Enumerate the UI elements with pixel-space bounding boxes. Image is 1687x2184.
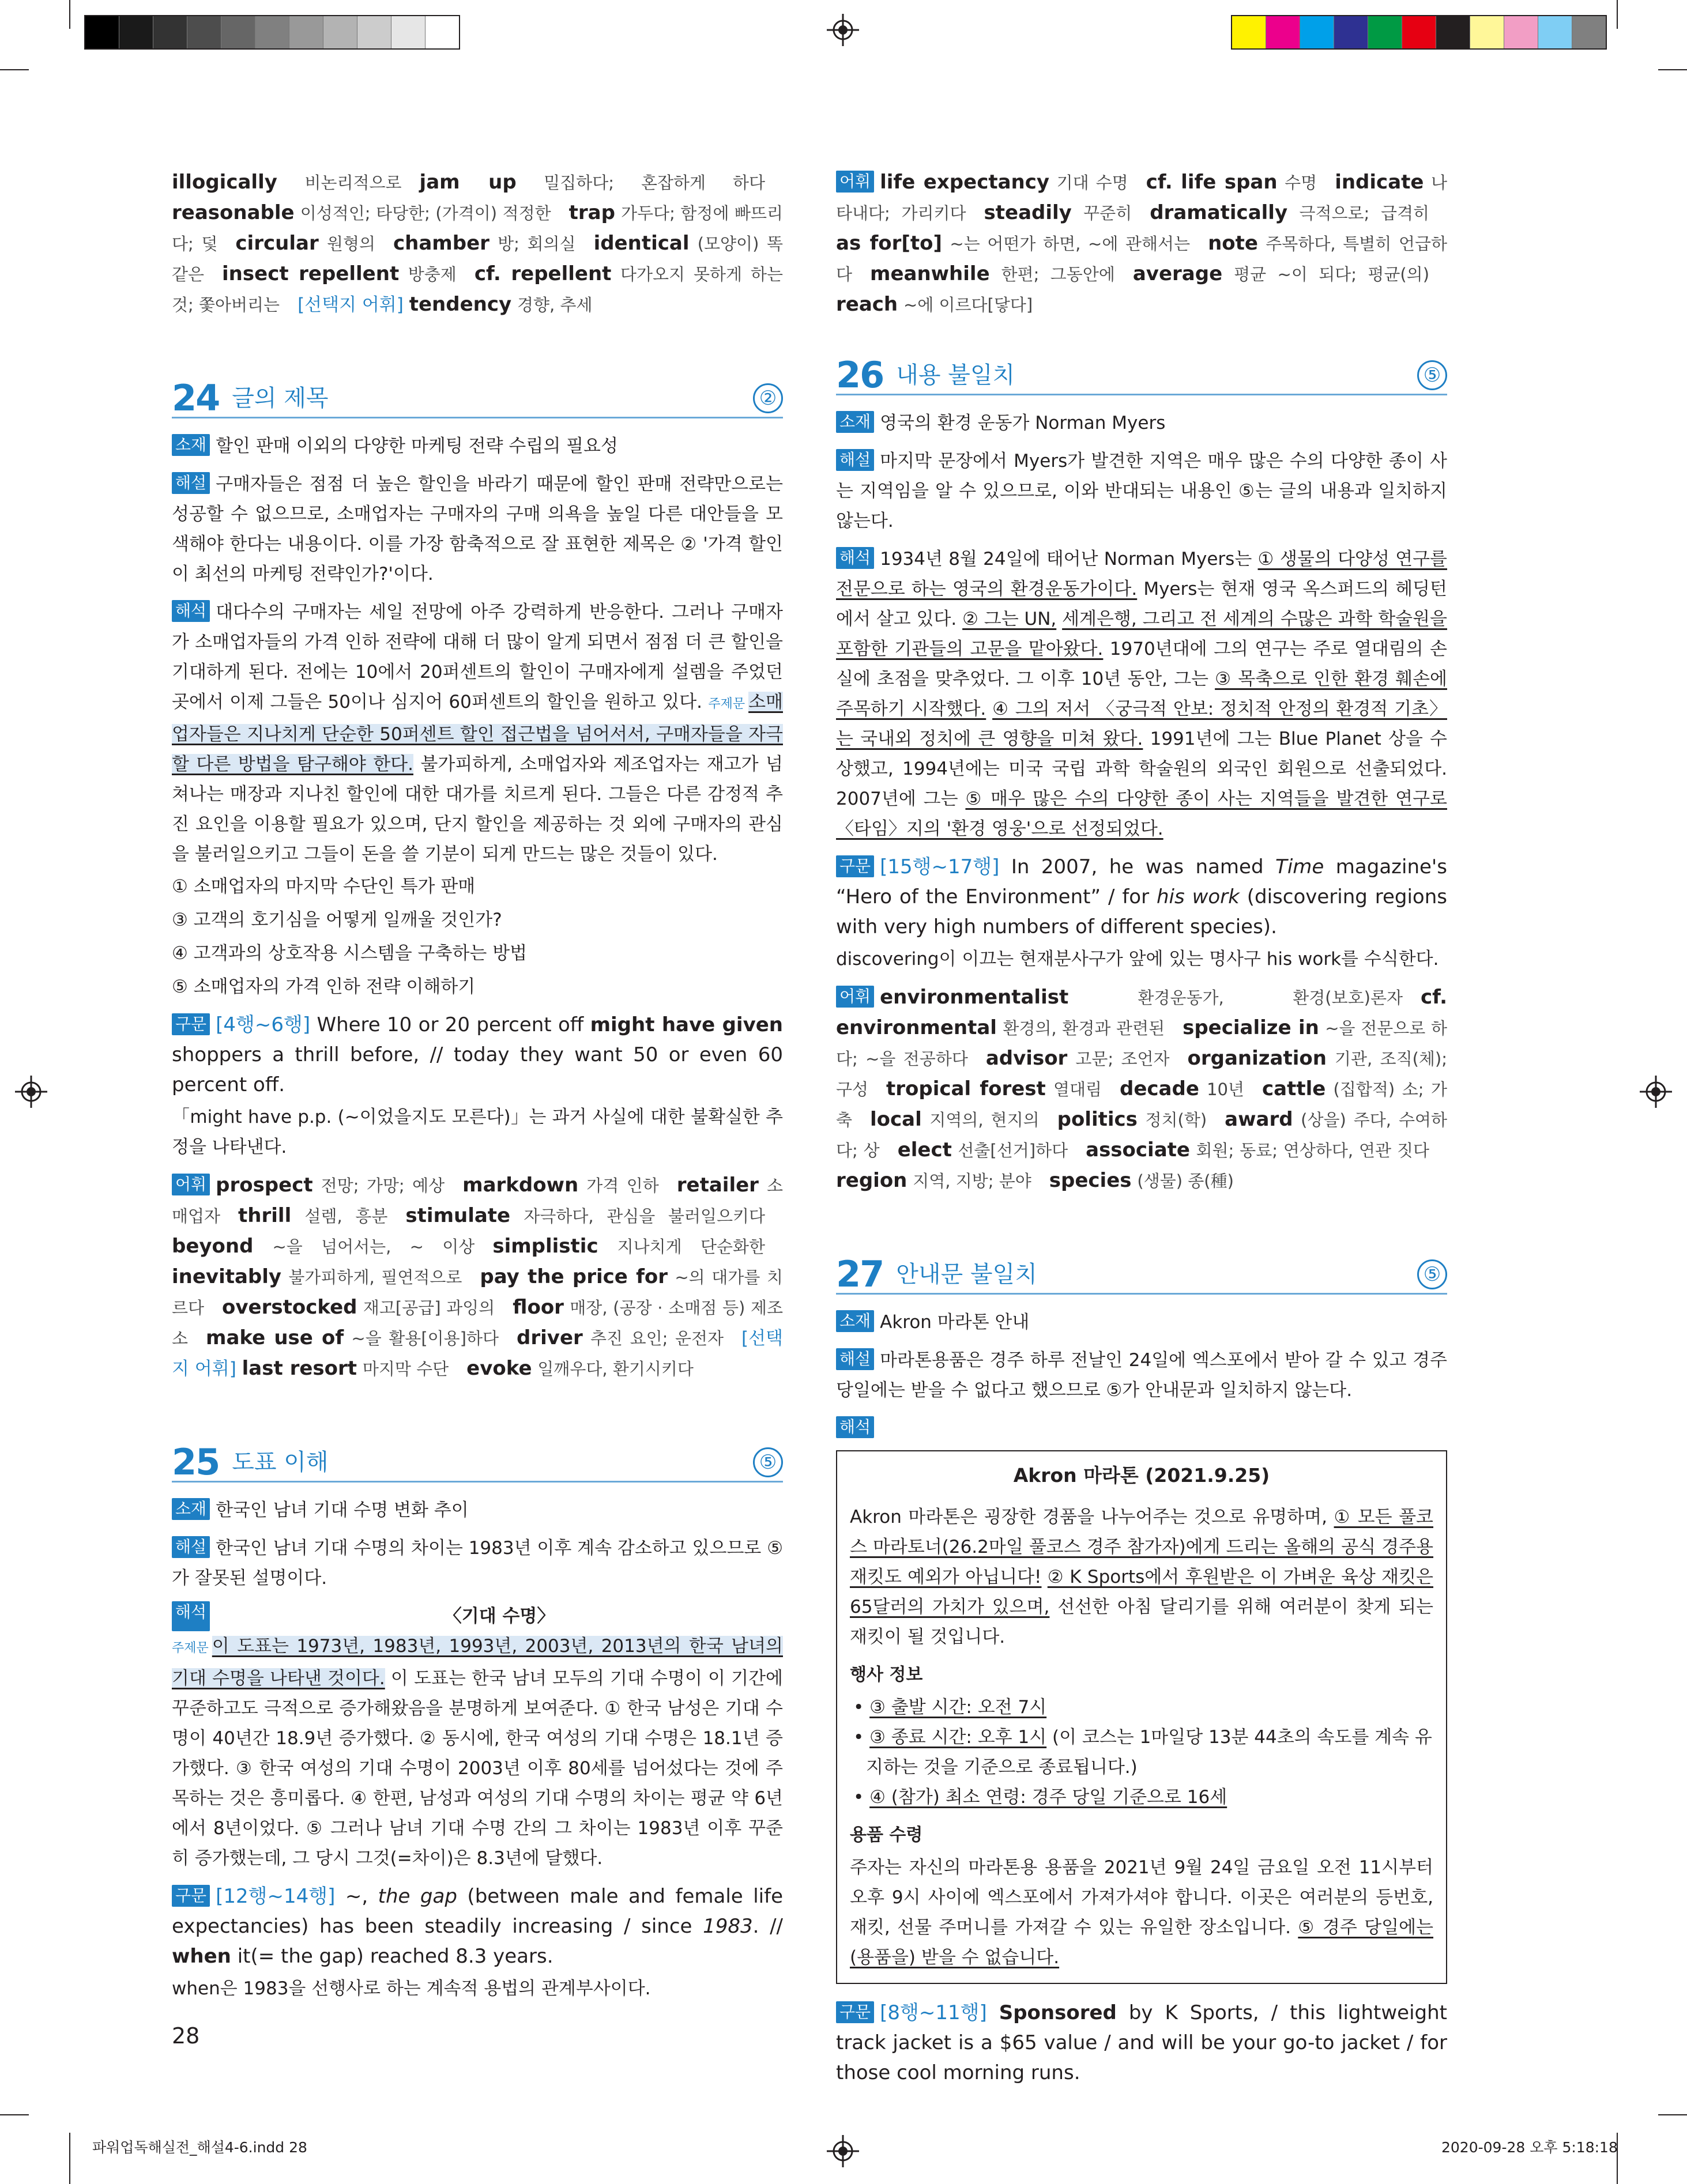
- grammar-focus: his work: [1156, 885, 1240, 908]
- underlined-statement: ① 생물의 다양성 연구를 전문으로 하는 영국의 환경운동가이다.: [836, 549, 1447, 599]
- color-swatch: [357, 16, 391, 48]
- topic-sentence: 소매업자들은 지나치게 단순한 50퍼센트 할인 접근법을 넘어서서, 구매자들을 자극할 다른 방법을 탐구해야 한다.: [172, 692, 783, 775]
- vocab-list-q25: [836, 167, 1447, 320]
- vocab-word: advisor: [985, 1047, 1068, 1070]
- vocab-gloss: (모양이) 똑같은: [172, 234, 783, 284]
- translation-text: 1934년 8월 24일에 태어난 Norman Myers는: [880, 549, 1252, 569]
- topic-text: 한국인 남녀 기대 수명 변화 추이: [216, 1500, 469, 1521]
- vocab-word: thrill: [238, 1204, 292, 1227]
- grammar-note: [172, 1010, 783, 1100]
- grammar-focus: the gap: [378, 1885, 457, 1908]
- vocab-gloss: 수명: [1285, 173, 1317, 193]
- grammar-sentence: (discovering regions with very high numbers of different species).: [836, 885, 1447, 938]
- vocab-gloss: 일깨우다, 환기시키다: [537, 1359, 694, 1379]
- question-number: 26: [836, 354, 884, 396]
- grammar-sentence: . //: [752, 1915, 783, 1938]
- topic-line: [172, 1495, 783, 1525]
- underlined-statement: 세계은행, 그리고 전 세계의 수많은 과학 학술원을 포함한 기관들의 고문을 맡아왔다.: [836, 609, 1447, 659]
- explanation: [836, 1345, 1447, 1405]
- vocab-word: specialize in: [1183, 1016, 1319, 1039]
- explanation-text: 한국인 남녀 기대 수명의 차이는 1983년 이후 계속 감소하고 있으므로 ⑤가 잘못된 설명이다.: [172, 1538, 783, 1589]
- color-swatch: [1368, 16, 1402, 48]
- answer-options: [172, 872, 783, 1002]
- vocab-gloss: 정치(학): [1145, 1110, 1207, 1130]
- grammar-explanation: when은 1983을 선행사로 하는 계속적 용법의 관계부사이다.: [172, 1978, 651, 1999]
- vocab-word: retailer: [676, 1174, 759, 1197]
- vocab-word: meanwhile: [870, 262, 990, 285]
- topic-text: Akron 마라톤 안내: [880, 1312, 1030, 1333]
- vocab-word: prospect: [216, 1174, 313, 1197]
- grammar-sentence: by K Sports, / this lightweight track jacket is a $65 value / and will be your go-to jacket / for those cool morning runs.: [836, 2001, 1448, 2084]
- color-swatch: [1572, 16, 1606, 48]
- vocab-gloss: 가두다; 함정에 빠뜨리다; 덫: [172, 203, 784, 254]
- question-type-title: 안내문 불일치: [896, 1261, 1037, 1288]
- translation-tag: 해석: [836, 1416, 874, 1438]
- translation-text: 이 도표는 한국 남녀 모두의 기대 수명이 이 기간에 꾸준하고도 극적으로 증가해왔음을 분명하게 보여준다. ① 한국 남성은 기대 수명이 40년간 18.9년 증가했다. ② 동시에, 한국 여성의 기대 수명은 18.1년 증가했다. ③ 한국 여성의 기대 수명이 2003년 이후 80세를 넘어섰다는 것에 주목하는 것은 흥미롭다. ④ 한편, 남성과 여성의 기대 수명의 차이는 평균 약 6년에서 8년이었다. ⑤ 그러나 남녀 기대 수명 간의 그 차이는 1983년 이후 꾸준히 증가했는데, 그 당시 그것(=차이)은 8.3년에 달했다.: [172, 1668, 783, 1869]
- vocab-list-q24: [172, 1170, 783, 1384]
- color-swatch: [1232, 16, 1266, 48]
- vocab-gloss: ~을 활용[이용]하다: [351, 1329, 499, 1348]
- crop-mark: [0, 69, 29, 70]
- grammar-sentence: Where 10 or 20 percent off: [317, 1013, 584, 1036]
- event-info-heading: 행사 정보: [850, 1665, 923, 1685]
- line-reference: [4행~6행]: [216, 1013, 311, 1036]
- vocab-gloss: 밀집하다; 혼잡하게 하다: [544, 173, 765, 193]
- topic-line: [836, 408, 1447, 438]
- answer-badge: ⑤: [753, 1447, 783, 1477]
- vocab-word: identical: [593, 232, 690, 255]
- footer-filename: 파워업독해실전_해설4-6.indd 28: [92, 2139, 307, 2156]
- vocab-word: trap: [568, 201, 615, 224]
- explanation-tag: 해설: [836, 1348, 874, 1370]
- vocab-word: cf. environmental: [836, 986, 1447, 1039]
- explanation: [172, 469, 783, 589]
- vocab-section-label: [선택지 어휘]: [172, 1328, 783, 1379]
- vocab-gloss: 방충제: [408, 265, 457, 284]
- question-type-title: 도표 이해: [232, 1449, 329, 1476]
- question-number: 24: [172, 377, 220, 419]
- vocab-gloss: 회원; 동료; 연상하다, 연관 짓다: [1196, 1141, 1429, 1160]
- grammar-sentence: magazine's “Hero of the Environment” / for: [836, 855, 1447, 908]
- footer-timestamp: 2020-09-28 오후 5:18:18: [1441, 2139, 1618, 2156]
- vocab-word: local: [870, 1108, 922, 1131]
- grammar-focus: Sponsored: [999, 2001, 1117, 2024]
- translation-text: 1991년에 그는 Blue Planet 상을 수상했고, 1994년에는 미국 국립 과학 학술원의 외국인 회원으로 선출되었다. 2007년에 그는: [836, 729, 1448, 809]
- event-info-item: • ③ 종료 시간: 오후 1시 (이 코스는 1마일당 13분 44초의 속도를 계속 유지하는 것을 기준으로 종료됩니다.): [853, 1727, 1432, 1778]
- grammar-note: [836, 852, 1447, 942]
- grammar-focus: 1983: [703, 1915, 753, 1938]
- vocab-word: as for[to]: [836, 232, 943, 255]
- vocab-gloss: 마지막 수단: [362, 1359, 449, 1379]
- answer-badge: ⑤: [1417, 360, 1447, 390]
- grammar-focus: Time: [1275, 855, 1324, 878]
- vocab-list-q26: [836, 982, 1447, 1196]
- color-swatch: [323, 16, 357, 48]
- vocab-word: beyond: [172, 1235, 254, 1258]
- question-number: 25: [172, 1441, 220, 1483]
- question-number: 27: [836, 1253, 884, 1295]
- answer-option: ③ 고객의 호기심을 어떻게 일깨울 것인가?: [172, 910, 502, 930]
- grammar-tag: 구문: [836, 2001, 874, 2023]
- grammar-sentence: (between male and female life expectancies) has been steadily increasing / since: [172, 1885, 783, 1938]
- grammar-sentence: it(= the gap) reached 8.3 years.: [231, 1945, 553, 1968]
- topic-tag: 소재: [172, 1498, 210, 1520]
- topic-tag: 소재: [836, 1310, 874, 1332]
- grammar-tag: 구문: [172, 1885, 210, 1907]
- topic-sentence-label: 주제문: [172, 1641, 209, 1655]
- color-swatch: [289, 16, 323, 48]
- vocab-word: cattle: [1262, 1077, 1326, 1100]
- topic-tag: 소재: [172, 434, 210, 456]
- crop-mark: [1658, 69, 1687, 70]
- underlined-statement: ③ 출발 시간: 오전 7시: [869, 1697, 1047, 1718]
- vocab-gloss: 이성적인; 타당한; (가격이) 적정한: [300, 203, 551, 223]
- vocab-gloss: 환경운동가, 환경(보호)론자: [1138, 988, 1403, 1008]
- grammar-sentence: In 2007, he was named: [1011, 855, 1276, 878]
- explanation-tag: 해설: [172, 1536, 210, 1558]
- vocab-gloss: 지역의, 현지의: [929, 1110, 1040, 1130]
- vocab-word: decade: [1120, 1077, 1199, 1100]
- color-swatch: [221, 16, 255, 48]
- vocab-gloss: 지역, 지방; 분야: [913, 1171, 1031, 1191]
- explanation-text: 구매자들은 점점 더 높은 할인을 바라기 때문에 할인 판매 전략만으로는 성공할 수 없으므로, 소매업자는 구매자의 구매 의욕을 높일 다른 대안들을 모색해야 한다는 내용이다. 이를 가장 함축적으로 잘 표현한 제목은 ② '가격 할인이 최선의 마케팅 전략인가?'이다.: [172, 474, 783, 584]
- grammar-note: [172, 1881, 783, 1971]
- translation-text: 불가피하게, 소매업자와 제조업자는 재고가 넘쳐나는 매장과 지나친 할인에 대한 대가를 치르게 된다. 그들은 다른 감정적 추진 요인을 이용할 필요가 있으며, 단지 할인을 제공하는 것 외에 구매자의 관심을 불러일으키고 그들이 돈을 쓸 기분이 되게 만드는 많은 것들이 있다.: [172, 754, 784, 865]
- vocab-word: floor: [513, 1296, 564, 1319]
- vocab-word: average: [1132, 262, 1223, 285]
- underlined-statement: ③ 종료 시간: 오후 1시: [869, 1727, 1047, 1748]
- vocab-gloss: (집합적) 소; 가축: [836, 1080, 1448, 1130]
- line-reference: [12행~14행]: [216, 1885, 336, 1908]
- notice-text: 선선한 아침 달리기를 위해 여러분이 찾게 되는 재킷이 될 것입니다.: [850, 1597, 1433, 1647]
- vocab-word: simplistic: [492, 1235, 598, 1258]
- line-reference: [15행~17행]: [880, 855, 1000, 878]
- grammar-focus: might have given: [590, 1013, 784, 1036]
- vocab-gloss: 비논리적으로: [304, 173, 402, 193]
- translation: [836, 544, 1447, 844]
- vocab-word: note: [1208, 232, 1258, 255]
- translation: [172, 1631, 783, 1873]
- topic-tag: 소재: [836, 411, 874, 433]
- vocab-gloss: 열대림: [1053, 1080, 1102, 1099]
- vocab-gloss: (생물) 종(種): [1137, 1171, 1234, 1191]
- grammar-explanation: 「might have p.p. (~이었을지도 모른다)」는 과거 사실에 대한 불확실한 추정을 나타낸다.: [172, 1107, 783, 1157]
- vocab-word: jam up: [419, 171, 517, 194]
- grammar-explanation: discovering이 이끄는 현재분사구가 앞에 있는 명사구 his work를 수식한다.: [836, 949, 1439, 970]
- vocab-word: markdown: [462, 1174, 579, 1197]
- vocab-gloss: 설렘, 흥분: [304, 1206, 388, 1226]
- explanation: [836, 446, 1447, 536]
- registration-mark-top-icon: [827, 14, 859, 46]
- vocab-gloss: 꾸준히: [1083, 203, 1132, 223]
- event-info-list: [850, 1692, 1433, 1812]
- vocab-gloss: ~을 넘어서는, ~ 이상: [272, 1237, 475, 1257]
- vocab-word: stimulate: [405, 1204, 511, 1227]
- translation-text: Myers는 현재 영국 옥스퍼드의 헤딩턴에서 살고 있다.: [836, 579, 1447, 629]
- vocab-gloss: 기대 수명: [1056, 173, 1128, 193]
- vocab-word: circular: [235, 232, 319, 255]
- translation-text: 대다수의 구매자는 세일 전망에 아주 강력하게 반응한다. 그러나 구매자가 소매업자들의 가격 인하 전략에 대해 더 많이 알게 되면서 점점 더 큰 할인을 기대하게 된다. 전에는 10에서 20퍼센트의 할인이 구매자에게 설렘을 주었던 곳에서 이제 그들은 50이나 심지어 60퍼센트의 할인을 원하고 있다.: [172, 602, 783, 712]
- color-swatch: [1334, 16, 1368, 48]
- color-swatch: [255, 16, 289, 48]
- vocab-word: environmentalist: [880, 986, 1069, 1009]
- gear-pickup-text: [850, 1853, 1433, 1972]
- registration-mark-right-icon: [1640, 1076, 1672, 1108]
- underlined-statement: ⑤ 매우 많은 수의 다양한 종이 사는 지역들을 발견한 연구로 〈타임〉지의 '환경 영웅'으로 선정되었다.: [836, 789, 1447, 839]
- color-swatch: [187, 16, 221, 48]
- answer-badge: ⑤: [1417, 1259, 1447, 1289]
- vocab-gloss: (상을) 주다, 수여하다; 상: [836, 1110, 1447, 1160]
- vocab-gloss: 전망; 가망; 예상: [321, 1176, 445, 1195]
- vocab-gloss: 나타내다; 가리키다: [836, 173, 1448, 223]
- vocab-gloss: 방; 회의실: [498, 234, 576, 254]
- grammar-tag: 구문: [836, 855, 874, 877]
- vocab-entries: [836, 172, 1447, 315]
- grayscale-color-bar: [84, 15, 460, 50]
- vocab-word: species: [1049, 1169, 1132, 1192]
- vocab-list-q23: [172, 167, 783, 320]
- underlined-statement: ⑤ 경주 당일에는 (용품을) 받을 수 없습니다.: [850, 1917, 1433, 1968]
- vocab-word: inevitably: [172, 1265, 282, 1288]
- underlined-statement: ② 그는 UN,: [962, 609, 1057, 629]
- translation: [172, 597, 783, 869]
- color-swatch: [391, 16, 425, 48]
- color-swatch: [153, 16, 187, 48]
- explanation-text: 마지막 문장에서 Myers가 발견한 지역은 매우 많은 수의 다양한 종이 사는 지역임을 알 수 있으므로, 이와 반대되는 내용인 ⑤는 글의 내용과 일치하지 않는다.: [836, 451, 1447, 531]
- vocab-word: pay the price for: [480, 1265, 668, 1288]
- vocab-word: make use of: [206, 1326, 344, 1349]
- vocab-gloss: 소매업자: [172, 1176, 784, 1226]
- color-swatch: [1402, 16, 1436, 48]
- vocab-word: reasonable: [172, 201, 295, 224]
- color-swatch: [1470, 16, 1504, 48]
- answer-option: ④ 고객과의 상호작용 시스템을 구축하는 방법: [172, 943, 528, 964]
- notice-text: Akron 마라톤은 굉장한 경품을 나누어주는 것으로 유명하며,: [850, 1507, 1327, 1527]
- question-type-title: 글의 제목: [232, 385, 329, 412]
- vocab-word: evoke: [466, 1357, 532, 1380]
- color-swatch: [1538, 16, 1572, 48]
- vocab-gloss: 재고[공급] 과잉의: [363, 1298, 495, 1318]
- vocab-gloss: 지나치게 단순화한: [617, 1237, 765, 1257]
- explanation-tag: 해설: [836, 449, 874, 471]
- vocab-word: indicate: [1335, 171, 1424, 194]
- vocab-word: dramatically: [1150, 201, 1288, 224]
- underlined-statement: ③ 목축으로 인한 환경 훼손에 주목하기 시작했다.: [836, 669, 1447, 719]
- page-number: 28: [172, 2023, 200, 2049]
- question-26-header: [836, 354, 1447, 396]
- vocab-word: chamber: [393, 232, 489, 255]
- registration-mark-left-icon: [15, 1076, 47, 1108]
- grammar-sentence: shoppers a thrill before, // today they want 50 or even 60 percent off.: [172, 1043, 783, 1096]
- crop-mark: [69, 2133, 70, 2184]
- vocab-gloss: 극적으로; 급격히: [1299, 203, 1429, 223]
- notice-text: 주자는 자신의 마라톤용 용품을 2021년 9월 24일 금요일 오전 11시부터 오후 9시 사이에 엑스포에서 가져가셔야 합니다. 이곳은 여러분의 등번호, 재킷, 선물 주머니를 가져갈 수 있는 유일한 장소입니다.: [850, 1857, 1433, 1938]
- vocab-word: life expectancy: [880, 171, 1050, 194]
- vocab-gloss: 주목하다, 특별히 언급하다: [836, 234, 1448, 284]
- color-swatch: [1300, 16, 1334, 48]
- vocab-gloss: 선출[선거]하다: [958, 1141, 1068, 1160]
- vocab-word: insect repellent: [222, 262, 400, 285]
- translation-tag: 해석: [172, 600, 210, 622]
- vocab-gloss: 자극하다, 관심을 불러일으키다: [524, 1206, 766, 1226]
- answer-option: ⑤ 소매업자의 가격 인하 전략 이해하기: [172, 976, 476, 997]
- topic-sentence-label: 주제문: [708, 697, 745, 711]
- question-27-header: [836, 1253, 1447, 1295]
- vocab-gloss: 가격 인하: [586, 1176, 659, 1195]
- vocab-gloss: 불가피하게, 필연적으로: [288, 1268, 462, 1287]
- vocab-entries: [836, 987, 1447, 1191]
- vocab-gloss: ~의 대가를 치르다: [172, 1268, 784, 1318]
- grammar-focus: when: [172, 1945, 231, 1968]
- vocab-word: last resort: [242, 1357, 357, 1380]
- vocab-gloss: 한편; 그동안에: [1001, 265, 1115, 284]
- topic-text: 할인 판매 이외의 다양한 마케팅 전략 수립의 필요성: [216, 436, 618, 457]
- explanation: [172, 1533, 783, 1593]
- vocab-gloss: 매장, (공장 · 소매점 등) 제조소: [172, 1298, 784, 1348]
- answer-option: ① 소매업자의 마지막 수단인 특가 판매: [172, 876, 476, 897]
- event-info-item: • ④ (참가) 최소 연령: 경주 당일 기준으로 16세: [853, 1787, 1227, 1808]
- vocab-section-label: [선택지 어휘]: [298, 295, 409, 315]
- vocab-gloss: ~는 어떤가 하면, ~에 관해서는: [950, 234, 1191, 254]
- crop-mark: [0, 2114, 29, 2115]
- underlined-statement: ① 모든 풀코스 마라토너(26.2마일 풀코스 경주 참가자)에게 드리는 올해의 공식 경주용 재킷도 예외가 아닙니다!: [850, 1507, 1433, 1587]
- vocab-gloss: 기관, 조직(체); 구성: [836, 1049, 1448, 1099]
- translation-header: [836, 1413, 1447, 1443]
- vocab-gloss: 10년: [1207, 1080, 1244, 1099]
- underlined-statement: ② K Sports에서 후원받은 이 가벼운 육상 재킷은 65달러의 가치가 있으며,: [850, 1567, 1433, 1617]
- gear-pickup-heading: 용품 수령: [850, 1825, 923, 1845]
- notice-title: Akron 마라톤 (2021.9.25): [1013, 1464, 1270, 1487]
- vocab-word: driver: [517, 1326, 583, 1349]
- vocab-word: associate: [1086, 1138, 1190, 1161]
- vocab-word: organization: [1187, 1047, 1327, 1070]
- grammar-tag: 구문: [172, 1013, 210, 1035]
- translation-tag: 해석: [172, 1601, 210, 1631]
- question-25-header: [172, 1441, 783, 1483]
- registration-mark-bottom-icon: [827, 2135, 859, 2167]
- vocab-tag: 어휘: [172, 1174, 210, 1195]
- vocab-gloss: 고문; 조언자: [1075, 1049, 1170, 1069]
- right-column: [836, 167, 1447, 2096]
- explanation-text: 마라톤용품은 경주 하루 전날인 24일에 엑스포에서 받아 갈 수 있고 경주 당일에는 받을 수 없다고 했으므로 ⑤가 안내문과 일치하지 않는다.: [836, 1350, 1447, 1401]
- color-swatch: [425, 16, 459, 48]
- vocab-gloss: 원형의: [326, 234, 375, 254]
- vocab-gloss: ~을 전문으로 하다; ~을 전공하다: [836, 1019, 1448, 1069]
- underlined-statement: ④ 그의 저서 〈궁극적 안보: 정치적 안정의 환경적 기초〉는 국내외 정치에 큰 영향을 미쳐 왔다.: [836, 699, 1447, 749]
- translation-tag: 해석: [836, 547, 874, 569]
- grammar-sentence: ~,: [345, 1885, 378, 1908]
- color-swatch: [1266, 16, 1300, 48]
- notice-intro: [850, 1502, 1433, 1652]
- vocab-word: award: [1225, 1108, 1293, 1131]
- vocab-entries: [172, 1175, 783, 1379]
- topic-text: 영국의 환경 운동가 Norman Myers: [880, 413, 1166, 433]
- vocab-word: tropical forest: [886, 1077, 1046, 1100]
- grammar-note: [836, 1998, 1447, 2088]
- vocab-word: tendency: [409, 293, 512, 316]
- vocab-gloss: 경향, 추세: [517, 295, 593, 315]
- underlined-statement: ④ (참가) 최소 연령: 경주 당일 기준으로 16세: [869, 1787, 1227, 1808]
- explanation-tag: 해설: [172, 472, 210, 494]
- vocab-word: reach: [836, 293, 898, 316]
- vocab-word: region: [836, 1169, 907, 1192]
- crop-mark: [69, 0, 70, 29]
- vocab-word: cf. life span: [1146, 171, 1278, 194]
- vocab-gloss: 다가오지 못하게 하는 것; 쫓아버리는: [172, 265, 784, 315]
- topic-line: [172, 431, 783, 461]
- vocab-word: steadily: [984, 201, 1072, 224]
- vocab-gloss: 평균 ~이 되다; 평균(의): [1234, 265, 1430, 284]
- translation-header: [172, 1601, 783, 1631]
- vocab-word: elect: [897, 1138, 952, 1161]
- color-swatch: [1436, 16, 1470, 48]
- vocab-word: cf. repellent: [474, 262, 612, 285]
- vocab-tag: 어휘: [836, 171, 874, 193]
- vocab-gloss: 환경의, 환경과 관련된: [1003, 1019, 1165, 1038]
- process-color-bar: [1231, 15, 1607, 50]
- chart-caption: 〈기대 수명〉: [443, 1606, 555, 1627]
- notice-translation-box: [836, 1450, 1447, 1984]
- topic-sentence: 이 도표는 1973년, 1983년, 1993년, 2003년, 2013년의 한국 남녀의 기대 수명을 나타낸 것이다.: [172, 1636, 783, 1689]
- left-column: [172, 167, 783, 2012]
- vocab-word: politics: [1057, 1108, 1138, 1131]
- event-info-item: • ③ 출발 시간: 오전 7시: [853, 1697, 1047, 1718]
- translation-text: 1970년대에 그의 연구는 주로 열대림의 손실에 초점을 맞추었다. 그 이후 10년 동안, 그는: [836, 639, 1447, 689]
- topic-line: [836, 1307, 1447, 1337]
- crop-mark: [1658, 2114, 1687, 2115]
- color-swatch: [1504, 16, 1538, 48]
- vocab-gloss: 추진 요인; 운전자: [590, 1329, 724, 1348]
- question-type-title: 내용 불일치: [896, 362, 1015, 388]
- crop-mark: [1617, 0, 1618, 29]
- vocab-gloss: ~에 이르다[닿다]: [903, 295, 1033, 315]
- answer-badge: ②: [753, 383, 783, 413]
- vocab-word: illogically: [172, 171, 277, 194]
- question-24-header: [172, 377, 783, 419]
- vocab-tag: 어휘: [836, 986, 874, 1008]
- color-swatch: [85, 16, 119, 48]
- color-swatch: [119, 16, 153, 48]
- vocab-word: overstocked: [222, 1296, 357, 1319]
- line-reference: [8행~11행]: [880, 2001, 987, 2024]
